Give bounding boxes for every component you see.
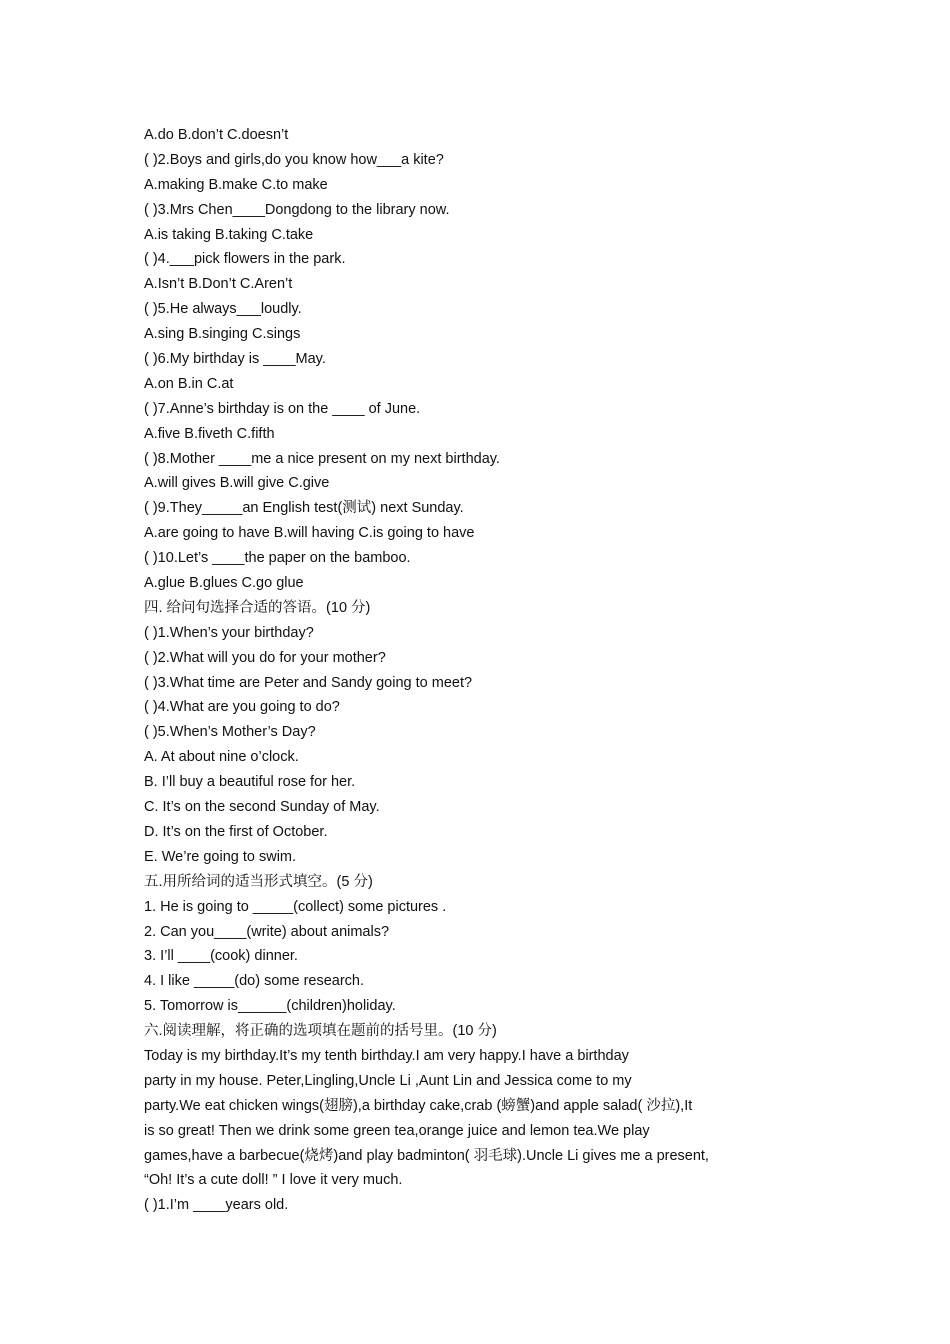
text-line: A. At about nine o’clock.	[144, 749, 299, 766]
text-line: A.glue B.glues C.go glue	[144, 575, 304, 592]
text-line: 4. I like _____(do) some research.	[144, 973, 365, 990]
text-line: ( )4.___pick flowers in the park.	[144, 251, 346, 268]
text-line: ( )3.What time are Peter and Sandy going to meet?	[144, 674, 473, 691]
text-line: A.Isn’t B.Don’t C.Aren’t	[144, 276, 293, 293]
text-line: ( )7.Anne’s birthday is on the ____ of June.	[144, 400, 421, 417]
text-line: A.is taking B.taking C.take	[144, 226, 314, 243]
text-line: games,have a barbecue(烧烤)and play badminton( 羽毛球).Uncle Li gives me a present,	[144, 1147, 709, 1164]
text-line: is so great! Then we drink some green tea,orange juice and lemon tea.We play	[144, 1122, 650, 1139]
document-body	[144, 123, 784, 1218]
text-line: ( )2.What will you do for your mother?	[144, 649, 386, 666]
text-line: E. We’re going to swim.	[144, 848, 297, 865]
text-line: party.We eat chicken wings(翅膀),a birthday cake,crab (螃蟹)and apple salad( 沙拉),It	[144, 1097, 693, 1114]
text-line: ( )5.He always___loudly.	[144, 301, 302, 318]
text-line: Today is my birthday.It’s my tenth birthday.I am very happy.I have a birthday	[144, 1047, 629, 1064]
text-line: ( )1.When’s your birthday?	[144, 624, 314, 641]
text-line: A.will gives B.will give C.give	[144, 475, 330, 492]
text-line: A.do B.don’t C.doesn’t	[144, 127, 289, 143]
text-line: A.making B.make C.to make	[144, 176, 328, 193]
text-line: C. It’s on the second Sunday of May.	[144, 799, 380, 816]
text-line: 2. Can you____(write) about animals?	[144, 923, 390, 940]
text-line: ( )5.When’s Mother’s Day?	[144, 724, 316, 741]
text-line: ( )9.They_____an English test(测试) next Sunday.	[144, 500, 464, 517]
text-line: 四. 给问句选择合适的答语。(10 分)	[144, 599, 371, 616]
text-line: 5. Tomorrow is______(children)holiday.	[144, 998, 396, 1015]
text-line: ( )1.I’m ____years old.	[144, 1197, 289, 1214]
text-line: A.five B.fiveth C.fifth	[144, 425, 275, 442]
text-line: ( )2.Boys and girls,do you know how___a kite?	[144, 151, 444, 168]
text-line: A.sing B.singing C.sings	[144, 326, 301, 343]
text-line: D. It’s on the first of October.	[144, 823, 328, 840]
text-line: ( )8.Mother ____me a nice present on my next birthday.	[144, 450, 500, 467]
text-line: 五.用所给词的适当形式填空。(5 分)	[144, 873, 373, 890]
text-line: party in my house. Peter,Lingling,Uncle Li ,Aunt Lin and Jessica come to my	[144, 1072, 632, 1089]
text-line: ( )4.What are you going to do?	[144, 699, 340, 716]
text-line: B. I’ll buy a beautiful rose for her.	[144, 774, 356, 791]
text-line: A.on B.in C.at	[144, 375, 234, 392]
text-line: 1. He is going to _____(collect) some pictures .	[144, 898, 447, 915]
text-line: ( )6.My birthday is ____May.	[144, 351, 326, 368]
text-line: 六.阅读理解，将正确的选项填在题前的括号里。(10 分)	[144, 1023, 497, 1040]
text-line: ( )3.Mrs Chen____Dongdong to the library now.	[144, 201, 450, 218]
text-line: “Oh! It’s a cute doll! ” I love it very much.	[144, 1172, 403, 1189]
text-line: ( )10.Let’s ____the paper on the bamboo.	[144, 550, 411, 567]
text-line: A.are going to have B.will having C.is going to have	[144, 525, 475, 542]
text-line: 3. I’ll ____(cook) dinner.	[144, 948, 298, 965]
